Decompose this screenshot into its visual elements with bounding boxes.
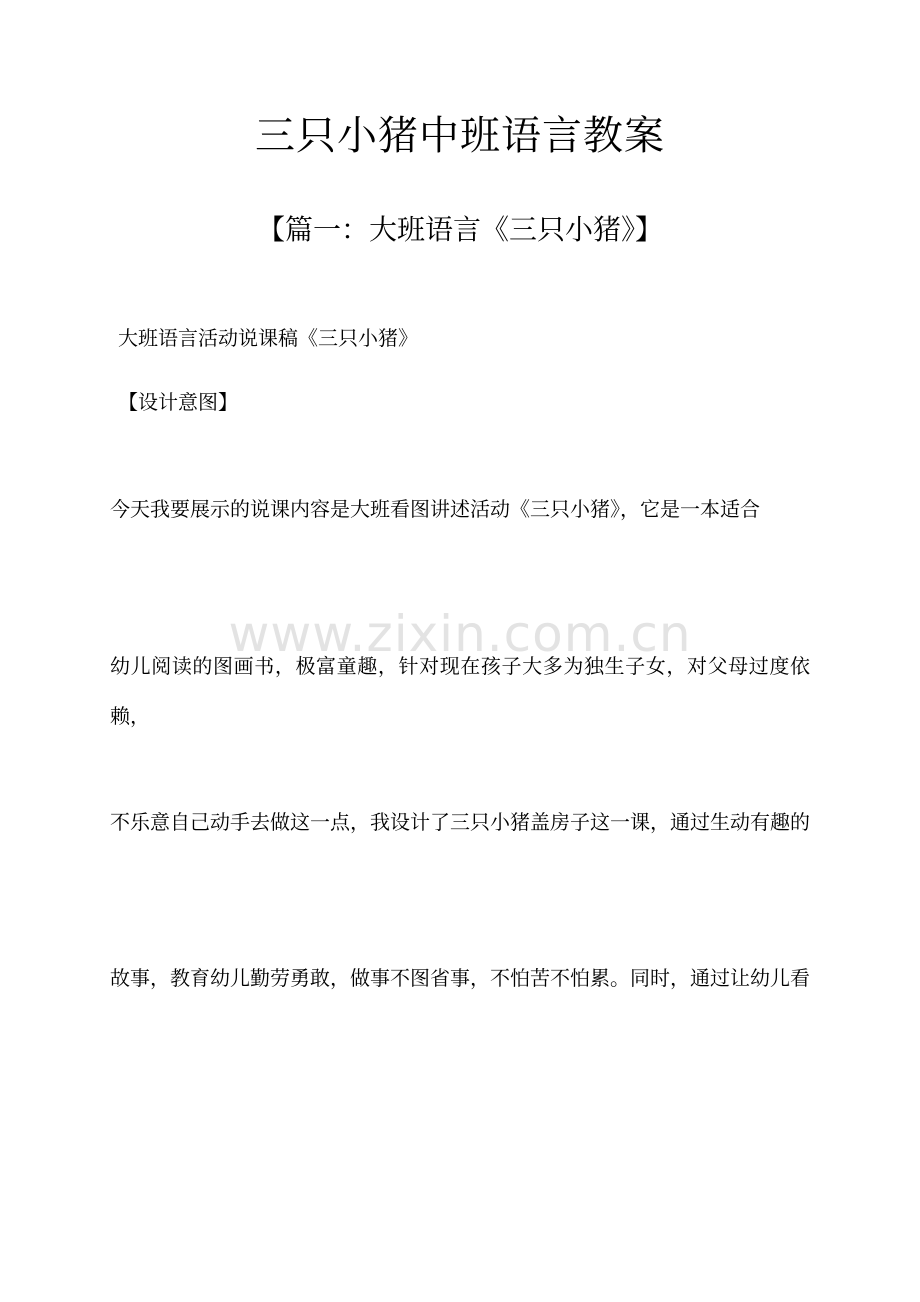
paragraph-4: 故事，教育幼儿勤劳勇敢，做事不图省事，不怕苦不怕累。同时，通过让幼儿看	[110, 966, 810, 990]
design-intent-heading: 【设计意图】	[118, 390, 238, 414]
section-subtitle: 【篇一：大班语言《三只小猪》】	[256, 213, 663, 246]
paragraph-1: 今天我要展示的说课内容是大班看图讲述活动《三只小猪》，它是一本适合	[110, 497, 760, 521]
lecture-heading: 大班语言活动说课稿《三只小猪》	[118, 326, 418, 350]
paragraph-2: 幼儿阅读的图画书，极富童趣，针对现在孩子大多为独生子女，对父母过度依赖，	[110, 654, 810, 728]
paragraph-3: 不乐意自己动手去做这一点，我设计了三只小猪盖房子这一课，通过生动有趣的	[110, 810, 810, 834]
watermark-text: www.zixin.com.cn	[228, 605, 692, 663]
document-title: 三只小猪中班语言教案	[255, 113, 665, 159]
